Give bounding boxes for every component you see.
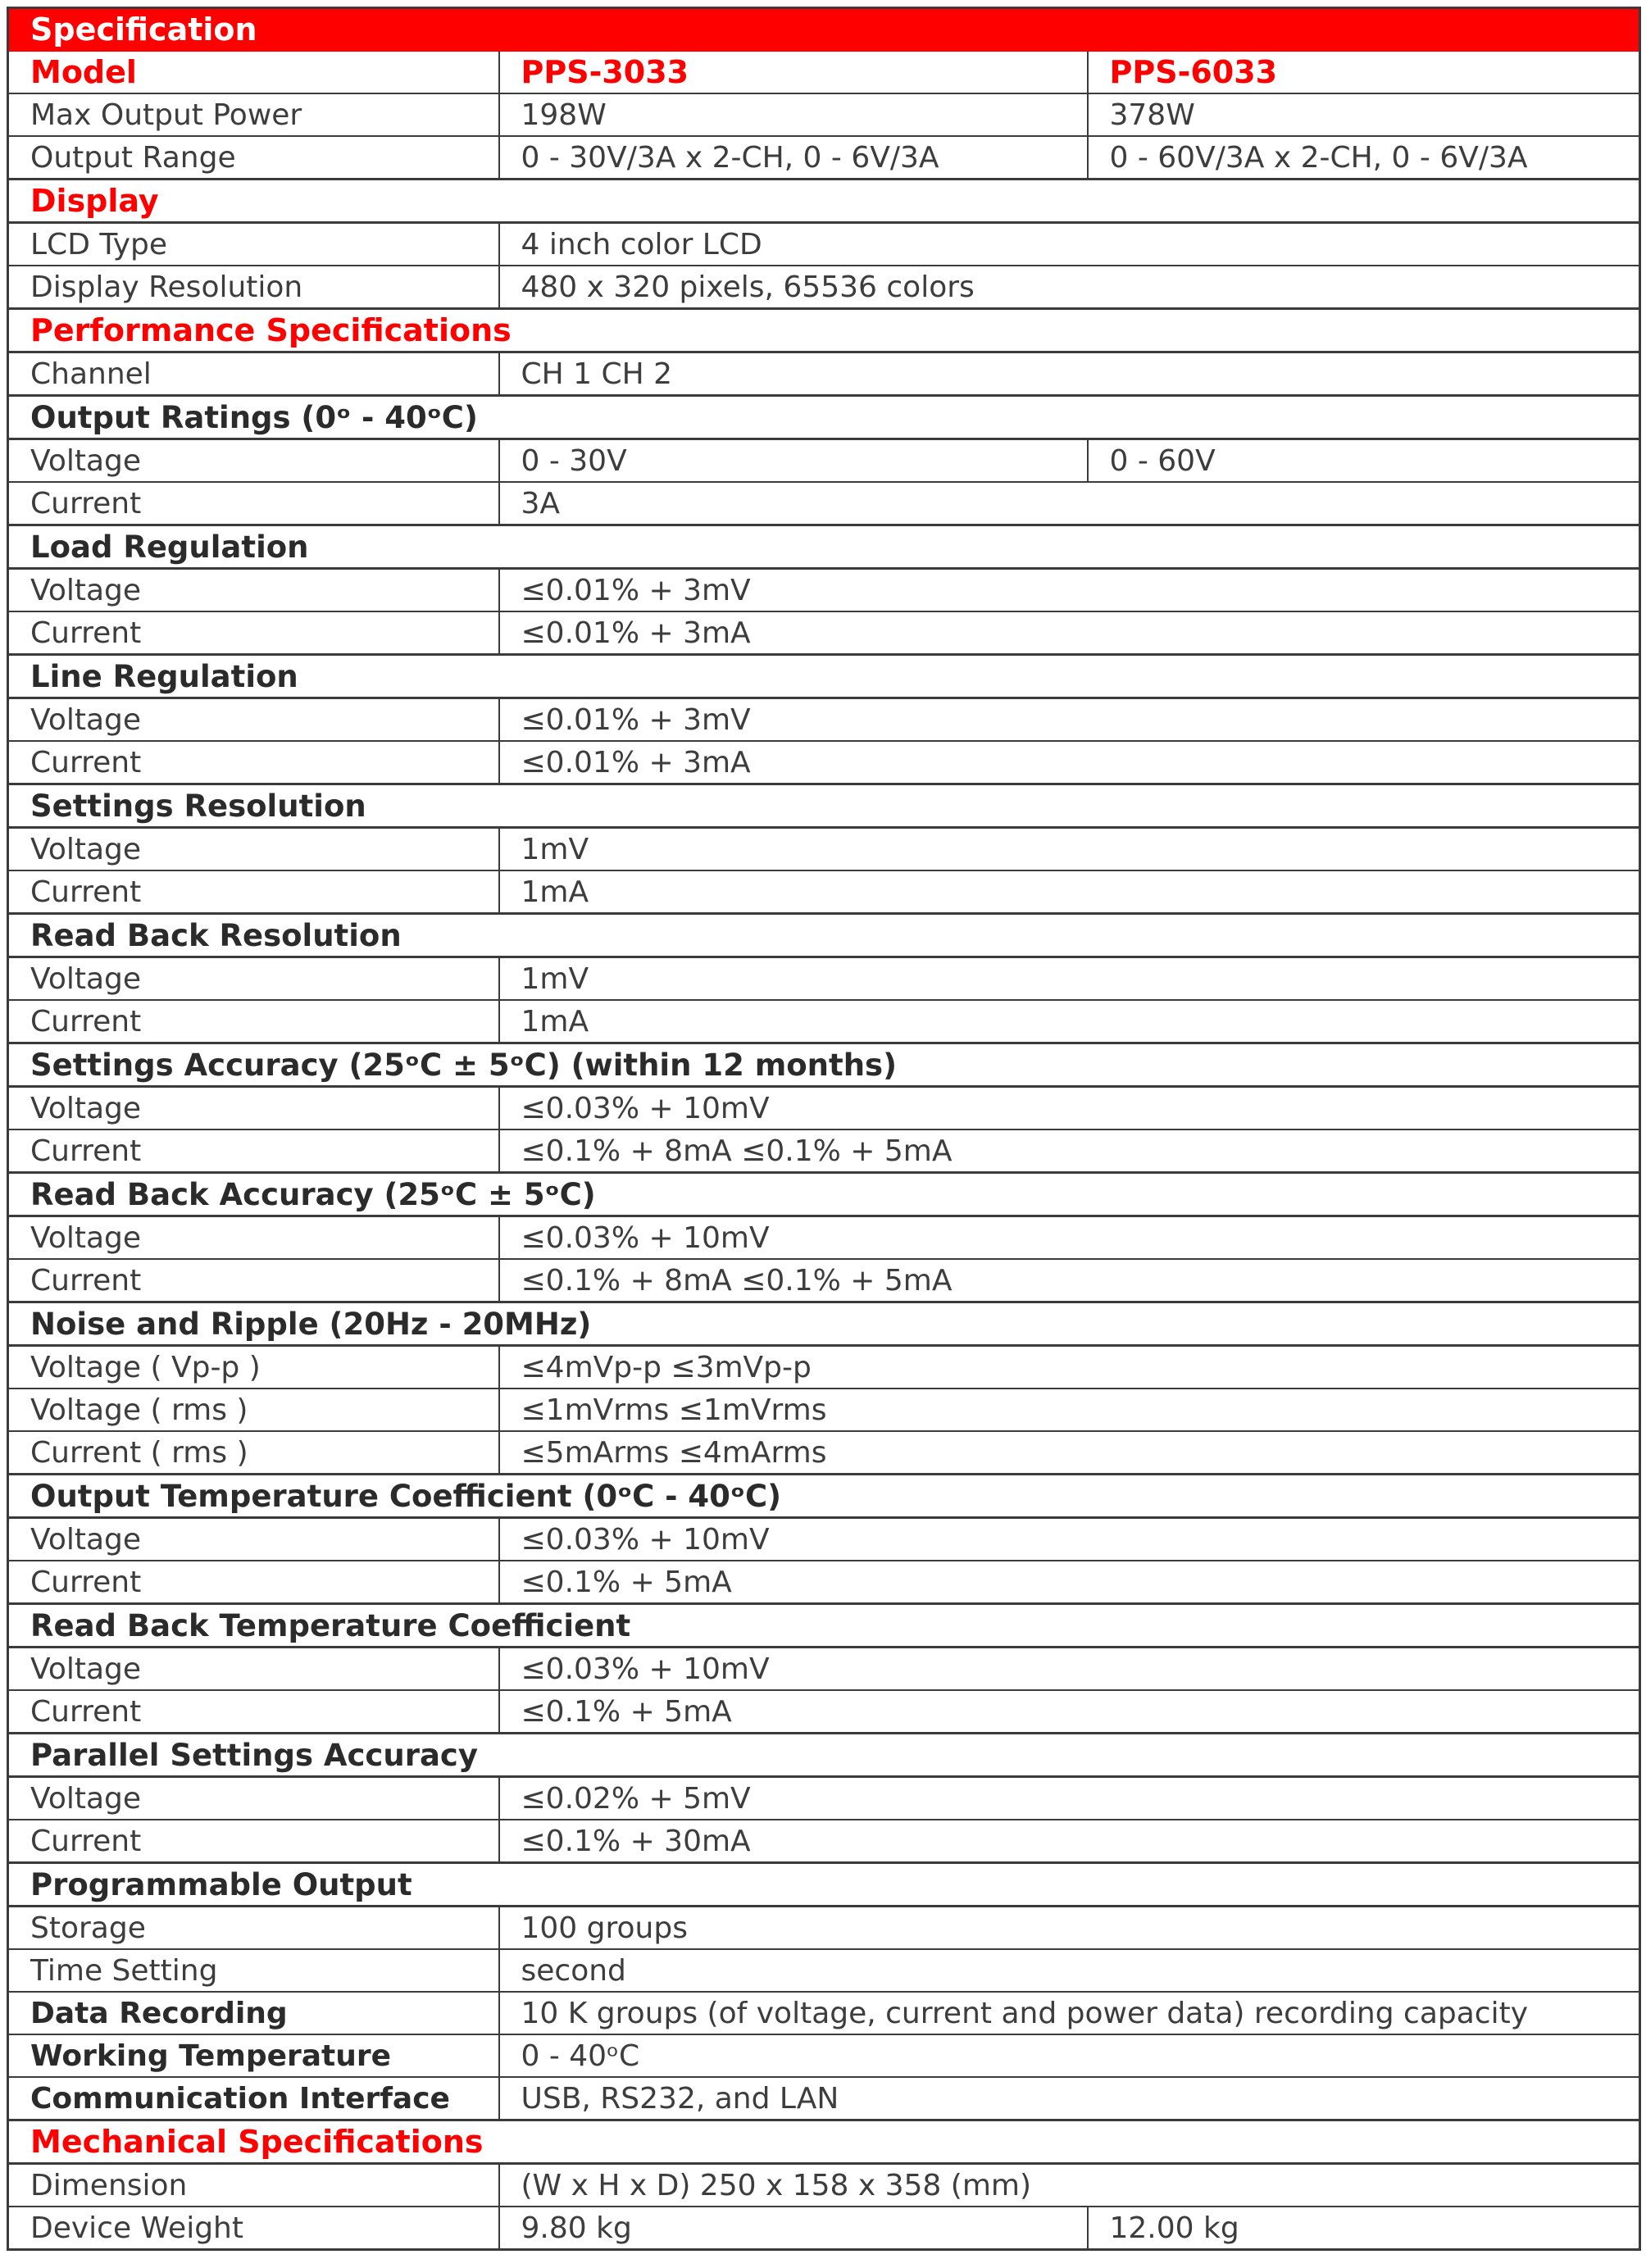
- spec-row: [8, 2077, 1640, 2120]
- section-title: Read Back Accuracy (25ᵒC ± 5ᵒC): [8, 1173, 1640, 1216]
- spec-row: [8, 2164, 1640, 2207]
- table-title-row: [8, 8, 1640, 52]
- spec-value: 0 - 40ᵒC: [499, 2034, 1640, 2077]
- spec-label: Current ( rms ): [8, 1431, 499, 1475]
- section-title: Read Back Temperature Coefficient: [8, 1604, 1640, 1648]
- spec-value: 1mV: [499, 957, 1640, 1001]
- spec-label: Current: [8, 870, 499, 914]
- section-title: Read Back Resolution: [8, 914, 1640, 957]
- section-header-row: [8, 1604, 1640, 1648]
- spec-label: Current: [8, 1561, 499, 1604]
- spec-value: ≤0.1% + 5mA: [499, 1561, 1640, 1604]
- section-title: Line Regulation: [8, 655, 1640, 698]
- spec-row: [8, 1216, 1640, 1260]
- spec-value-pps3033: 0 - 30V: [499, 439, 1088, 483]
- spec-label: Current: [8, 482, 499, 525]
- spec-value: ≤0.01% + 3mA: [499, 741, 1640, 784]
- spec-value: ≤0.01% + 3mV: [499, 569, 1640, 612]
- section-header-row: [8, 1043, 1640, 1087]
- spec-row: [8, 1431, 1640, 1475]
- spec-label: Dimension: [8, 2164, 499, 2207]
- spec-value-pps6033: 0 - 60V/3A x 2-CH, 0 - 6V/3A: [1088, 136, 1640, 180]
- spec-value: ≤0.1% + 8mA ≤0.1% + 5mA: [499, 1129, 1640, 1173]
- spec-row: [8, 698, 1640, 742]
- spec-row: [8, 439, 1640, 483]
- spec-value-pps3033: 0 - 30V/3A x 2-CH, 0 - 6V/3A: [499, 136, 1088, 180]
- section-title: Performance Specifications: [8, 309, 1640, 352]
- spec-label: Device Weight: [8, 2207, 499, 2250]
- spec-row: [8, 352, 1640, 396]
- spec-label: Current: [8, 1129, 499, 1173]
- spec-row: [8, 1777, 1640, 1820]
- spec-row: [8, 1129, 1640, 1173]
- section-title: Settings Accuracy (25ᵒC ± 5ᵒC) (within 12 months): [8, 1043, 1640, 1087]
- spec-label: Voltage: [8, 1216, 499, 1260]
- spec-table: [7, 7, 1641, 2251]
- spec-row: [8, 870, 1640, 914]
- spec-label: Communication Interface: [8, 2077, 499, 2120]
- spec-label: Voltage ( rms ): [8, 1389, 499, 1431]
- spec-row: [8, 1690, 1640, 1734]
- spec-row: [8, 1000, 1640, 1043]
- spec-value-pps6033: PPS-6033: [1088, 51, 1640, 93]
- spec-row: [8, 741, 1640, 784]
- spec-value: second: [499, 1949, 1640, 1992]
- spec-row: [8, 266, 1640, 309]
- spec-value: 4 inch color LCD: [499, 223, 1640, 266]
- spec-label: Channel: [8, 352, 499, 396]
- spec-label: Output Range: [8, 136, 499, 180]
- spec-row: [8, 957, 1640, 1001]
- spec-row: [8, 1346, 1640, 1389]
- spec-value: ≤4mVp-p ≤3mVp-p: [499, 1346, 1640, 1389]
- section-header-row: [8, 784, 1640, 828]
- spec-value: CH 1 CH 2: [499, 352, 1640, 396]
- spec-row: [8, 482, 1640, 525]
- spec-label: Voltage: [8, 1518, 499, 1561]
- spec-value: (W x H x D) 250 x 158 x 358 (mm): [499, 2164, 1640, 2207]
- section-title: Output Ratings (0ᵒ - 40ᵒC): [8, 396, 1640, 439]
- spec-value: ≤0.1% + 5mA: [499, 1690, 1640, 1734]
- spec-label: Model: [8, 51, 499, 93]
- spec-label: Current: [8, 1690, 499, 1734]
- spec-row: [8, 2207, 1640, 2250]
- section-header-row: [8, 1302, 1640, 1346]
- section-header-row: [8, 914, 1640, 957]
- section-header-row: [8, 1173, 1640, 1216]
- spec-value: ≤0.02% + 5mV: [499, 1777, 1640, 1820]
- section-title: Parallel Settings Accuracy: [8, 1734, 1640, 1777]
- spec-value: 1mA: [499, 1000, 1640, 1043]
- spec-row: [8, 1561, 1640, 1604]
- spec-row: [8, 223, 1640, 266]
- spec-row: [8, 136, 1640, 180]
- section-header-row: [8, 180, 1640, 223]
- spec-row: [8, 1907, 1640, 1950]
- spec-label: LCD Type: [8, 223, 499, 266]
- spec-label: Current: [8, 611, 499, 655]
- section-title: Settings Resolution: [8, 784, 1640, 828]
- spec-label: Voltage ( Vp-p ): [8, 1346, 499, 1389]
- section-header-row: [8, 1475, 1640, 1518]
- spec-label: Display Resolution: [8, 266, 499, 309]
- spec-row: [8, 611, 1640, 655]
- spec-table-body: [8, 8, 1640, 2250]
- spec-label: Working Temperature: [8, 2034, 499, 2077]
- spec-value: 100 groups: [499, 1907, 1640, 1950]
- spec-value-pps3033: 9.80 kg: [499, 2207, 1088, 2250]
- spec-value-pps6033: 12.00 kg: [1088, 2207, 1640, 2250]
- spec-value: ≤0.03% + 10mV: [499, 1648, 1640, 1691]
- spec-label: Data Recording: [8, 1992, 499, 2034]
- section-title: Output Temperature Coefficient (0ᵒC - 40ᵒC): [8, 1475, 1640, 1518]
- spec-value: ≤0.01% + 3mV: [499, 698, 1640, 742]
- spec-label: Current: [8, 741, 499, 784]
- spec-label: Voltage: [8, 828, 499, 871]
- section-header-row: [8, 1863, 1640, 1907]
- spec-value: ≤0.1% + 30mA: [499, 1820, 1640, 1863]
- spec-row: [8, 1518, 1640, 1561]
- spec-row: [8, 1992, 1640, 2034]
- spec-value: ≤0.1% + 8mA ≤0.1% + 5mA: [499, 1259, 1640, 1302]
- spec-value-pps3033: 198W: [499, 93, 1088, 136]
- section-header-row: [8, 525, 1640, 569]
- spec-row: [8, 1087, 1640, 1130]
- spec-value: 1mA: [499, 870, 1640, 914]
- spec-label: Voltage: [8, 439, 499, 483]
- spec-row: [8, 1648, 1640, 1691]
- section-header-row: [8, 309, 1640, 352]
- section-title: Programmable Output: [8, 1863, 1640, 1907]
- section-title: Noise and Ripple (20Hz - 20MHz): [8, 1302, 1640, 1346]
- spec-row: [8, 1820, 1640, 1863]
- spec-row: [8, 1949, 1640, 1992]
- section-header-row: [8, 1734, 1640, 1777]
- section-header-row: [8, 655, 1640, 698]
- spec-label: Time Setting: [8, 1949, 499, 1992]
- section-title: Display: [8, 180, 1640, 223]
- spec-value: 10 K groups (of voltage, current and power data) recording capacity: [499, 1992, 1640, 2034]
- section-title: Load Regulation: [8, 525, 1640, 569]
- spec-label: Voltage: [8, 698, 499, 742]
- spec-row: [8, 1259, 1640, 1302]
- spec-row: [8, 1389, 1640, 1431]
- spec-value: ≤0.03% + 10mV: [499, 1518, 1640, 1561]
- spec-row: [8, 93, 1640, 136]
- table-title: Specification: [8, 8, 1640, 52]
- spec-row: [8, 51, 1640, 93]
- spec-label: Voltage: [8, 1648, 499, 1691]
- spec-value: 3A: [499, 482, 1640, 525]
- section-header-row: [8, 396, 1640, 439]
- spec-label: Current: [8, 1259, 499, 1302]
- spec-label: Storage: [8, 1907, 499, 1950]
- spec-label: Current: [8, 1820, 499, 1863]
- spec-label: Voltage: [8, 957, 499, 1001]
- spec-row: [8, 569, 1640, 612]
- spec-value-pps3033: PPS-3033: [499, 51, 1088, 93]
- spec-row: [8, 2034, 1640, 2077]
- spec-value: ≤0.03% + 10mV: [499, 1216, 1640, 1260]
- spec-value-pps6033: 378W: [1088, 93, 1640, 136]
- spec-value: ≤0.03% + 10mV: [499, 1087, 1640, 1130]
- spec-value-pps6033: 0 - 60V: [1088, 439, 1640, 483]
- section-title: Mechanical Specifications: [8, 2120, 1640, 2164]
- spec-value: ≤5mArms ≤4mArms: [499, 1431, 1640, 1475]
- spec-label: Voltage: [8, 569, 499, 612]
- spec-label: Max Output Power: [8, 93, 499, 136]
- spec-value: USB, RS232, and LAN: [499, 2077, 1640, 2120]
- spec-label: Voltage: [8, 1087, 499, 1130]
- spec-label: Current: [8, 1000, 499, 1043]
- spec-value: 1mV: [499, 828, 1640, 871]
- spec-label: Voltage: [8, 1777, 499, 1820]
- section-header-row: [8, 2120, 1640, 2164]
- spec-value: ≤0.01% + 3mA: [499, 611, 1640, 655]
- spec-value: ≤1mVrms ≤1mVrms: [499, 1389, 1640, 1431]
- spec-row: [8, 828, 1640, 871]
- spec-value: 480 x 320 pixels, 65536 colors: [499, 266, 1640, 309]
